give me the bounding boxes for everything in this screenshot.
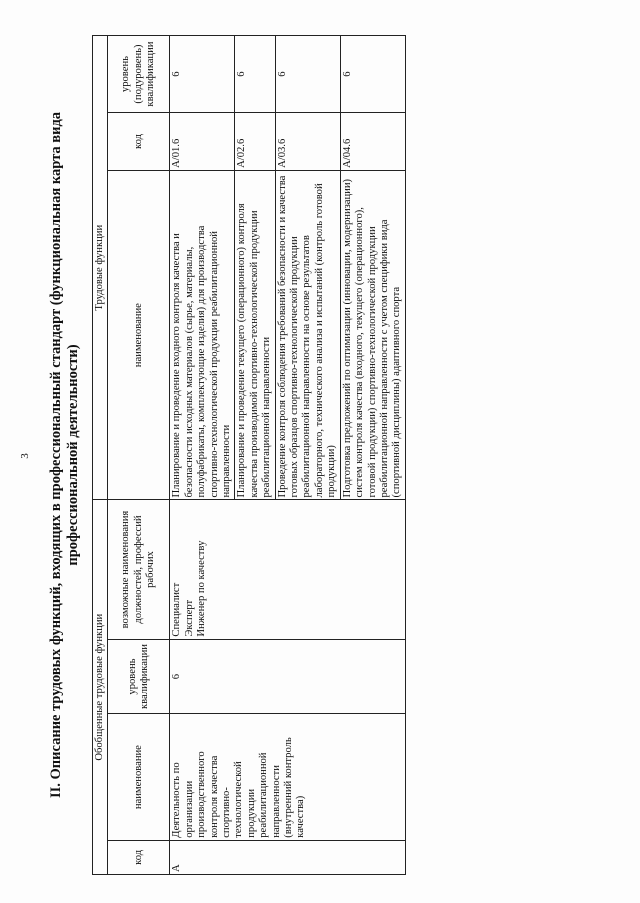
function-code: A/01.6 — [170, 113, 235, 171]
header-generalized: Обобщенные трудовые функции — [93, 500, 108, 875]
header-code: код — [108, 840, 170, 874]
function-name: Проведение контроля соблюдения требований безопасности и качества готовых образцов спортивно-технологической продукции реабилитационной направленности на основе результатов лабораторного, технического анализа и испытаний (контроль готовой продукции) — [275, 170, 340, 500]
function-level: 6 — [170, 36, 235, 113]
function-name: Планирование и проведение текущего (операционного) контроля качества производимой спортивно-технологической продукции реабилитационной направленности — [235, 170, 275, 500]
header-qual-level: уровень квалификации — [108, 639, 170, 714]
function-code: A/02.6 — [235, 113, 275, 171]
otf-level: 6 — [170, 639, 405, 714]
header-sublevel: уровень (подуровень) квалификации — [108, 36, 170, 113]
header-positions: возможные наименования должностей, профессий рабочих — [108, 500, 170, 639]
header-name-2: наименование — [108, 170, 170, 500]
function-level: 6 — [340, 36, 405, 113]
table-row — [170, 36, 235, 875]
function-code: A/03.6 — [275, 113, 340, 171]
function-level: 6 — [275, 36, 340, 113]
section-heading — [48, 15, 82, 895]
rotated-sheet — [40, 15, 640, 895]
function-name: Планирование и проведение входного контроля качества и безопасности исходных материалов (сырье, материалы, полуфабрикаты, комплектующие изделия) для производства спортивно-технологической продукции реабилитационной направленности — [170, 170, 235, 500]
functional-map-table — [92, 35, 406, 875]
function-name: Подготовка предложений по оптимизации (инновации, модернизации) систем контроля качества (входного, текущего (операционного), готовой продукции) спортивно-технологической продукции реабилитационной направленности с учетом специфики вида (спортивной дисциплины) адаптивного спорта — [340, 170, 405, 500]
position-item: Инженер по качеству — [196, 540, 208, 637]
otf-positions — [170, 500, 405, 639]
position-item: Специалист — [171, 582, 183, 637]
position-item: Эксперт — [183, 599, 195, 637]
function-code: A/04.6 — [340, 113, 405, 171]
heading-line-2: профессиональной деятельности) — [65, 344, 81, 566]
header-name: наименование — [108, 714, 170, 840]
heading-line-1: II. Описание трудовых функций, входящих в профессиональный стандарт (функциональная карта вида — [48, 111, 64, 799]
otf-name: Деятельность по организации производственного контроля качества спортивно-технологической продукции реабилитационной направленности (внутренний контроль качества) — [170, 714, 405, 840]
page-number: 3 — [19, 453, 31, 459]
function-level: 6 — [235, 36, 275, 113]
header-code-2: код — [108, 113, 170, 171]
header-labor-functions: Трудовые функции — [93, 36, 108, 500]
otf-code: А — [170, 840, 405, 874]
